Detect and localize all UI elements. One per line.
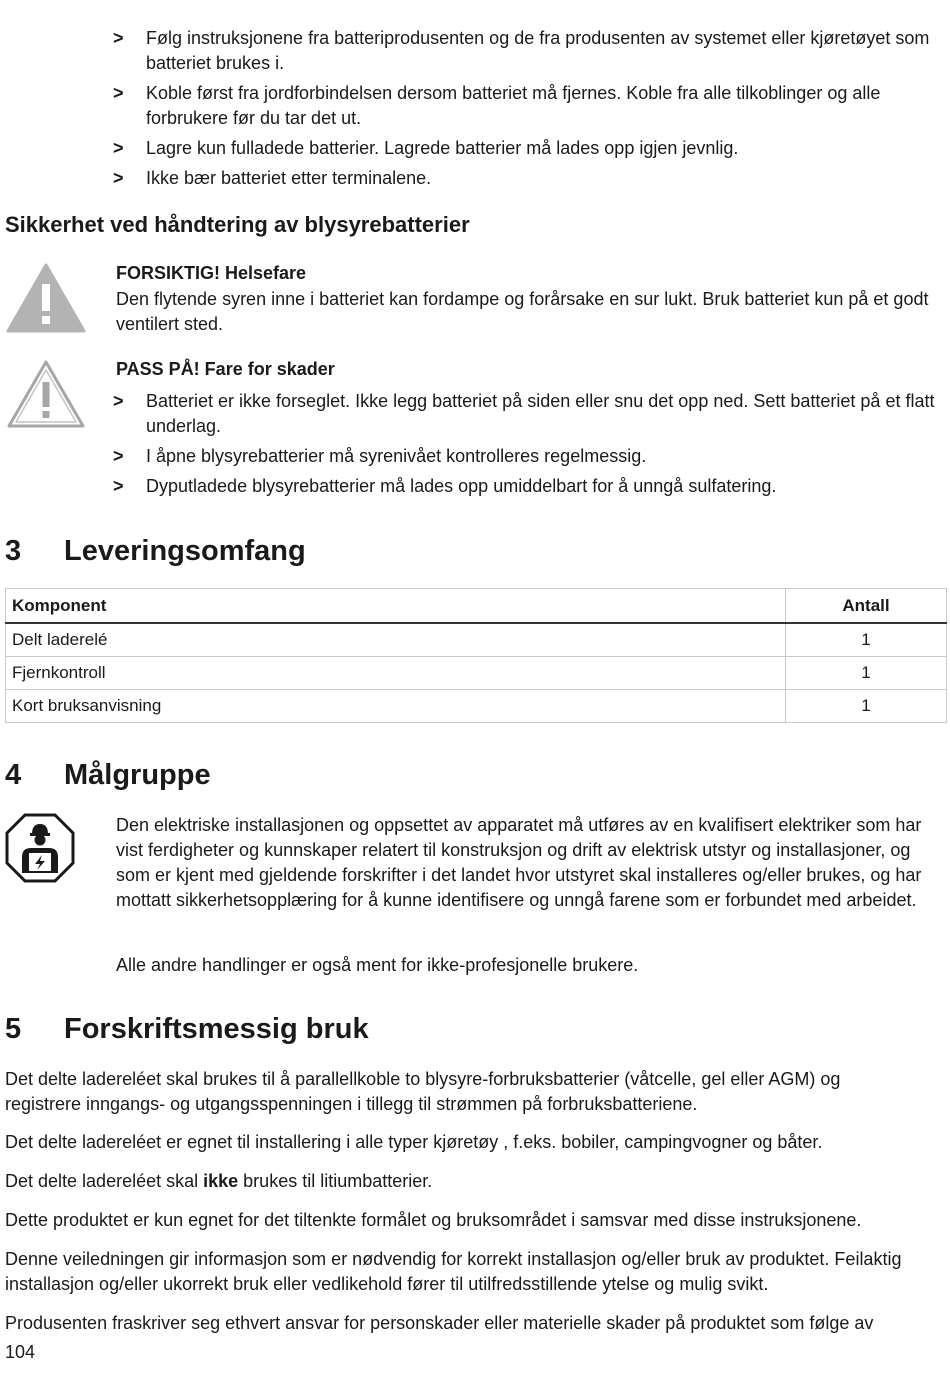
paragraph: Dette produktet er kun egnet for det tiltenkte formålet og bruksområdet i samsvar med disse instruksjonene. xyxy=(5,1210,862,1230)
bullet-marker: > xyxy=(113,83,124,103)
list-item-text: Lagre kun fulladede batterier. Lagrede batterier må lades opp igjen jevnlig. xyxy=(146,138,739,158)
table-cell: Kort bruksanvisning xyxy=(6,690,786,723)
column-header: Antall xyxy=(786,589,947,624)
column-header: Komponent xyxy=(6,589,786,624)
table-cell: Fjernkontroll xyxy=(6,657,786,690)
list-item xyxy=(113,166,943,191)
paragraph: Det delte ladereléet skal brukes til å parallellkoble to blysyre-forbruksbatterier (våtcelle, gel eller AGM) og registrere inngangs- og utgangsspenningen i tillegg til strømmen på forbruksbatteriene. xyxy=(5,1069,841,1114)
notice-title: PASS PÅ! Fare for skader xyxy=(116,359,335,379)
section-title-text: Forskriftsmessig bruk xyxy=(64,1013,369,1045)
paragraph-text: Det delte ladereléet skal xyxy=(5,1171,204,1191)
section-number: 4 xyxy=(5,759,22,791)
section-number: 5 xyxy=(5,1013,22,1045)
table-row xyxy=(6,623,947,657)
list-item xyxy=(113,26,943,75)
bullet-marker: > xyxy=(113,138,124,158)
paragraph: Den elektriske installasjonen og oppsettet av apparatet må utføres av en kvalifisert elektriker som har vist ferdigheter og kunnskaper relatert til konstruksjon og drift av elektrisk utstyr og installasjoner, og som er kjent med gjeldende forskrifter i det landet hvor utstyret skal installeres og/eller brukes, og har mottatt sikkerhetsopplæring for å kunne identifisere og unngå farene som er forbundet med arbeidet. xyxy=(116,815,922,910)
section-number: 3 xyxy=(5,535,22,567)
table-cell: 1 xyxy=(786,690,947,723)
list-item xyxy=(113,136,943,161)
list-item xyxy=(113,81,943,130)
paragraph: Produsenten fraskriver seg ethvert ansvar for personskader eller materielle skader på produktet som følge av xyxy=(5,1313,874,1333)
bullet-marker: > xyxy=(113,168,124,188)
warning-triangle-outline-icon xyxy=(5,358,87,430)
table-row xyxy=(6,657,947,690)
list-item xyxy=(113,389,943,438)
section-title xyxy=(5,535,306,568)
table-cell: 1 xyxy=(786,623,947,657)
caution-text: Den flytende syren inne i batteriet kan fordampe og forårsake en sur lukt. Bruk batteriet kun på et godt ventilert sted. xyxy=(116,289,929,334)
paragraph-text: brukes til litiumbatterier. xyxy=(238,1171,433,1191)
section-title xyxy=(5,1013,369,1046)
paragraph: Alle andre handlinger er også ment for ikke-profesjonelle brukere. xyxy=(116,955,639,975)
paragraph: Det delte ladereléet er egnet til installering i alle typer kjøretøy , f.eks. bobiler, campingvogner og båter. xyxy=(5,1132,823,1152)
caution-title: FORSIKTIG! Helsefare xyxy=(116,263,307,283)
section-title-text: Målgruppe xyxy=(64,759,211,791)
warning-triangle-filled-icon xyxy=(5,262,87,334)
paragraph xyxy=(5,1169,945,1194)
list-item xyxy=(113,474,943,499)
bullet-marker: > xyxy=(113,476,124,496)
section-title xyxy=(5,759,211,792)
section-title-text: Leveringsomfang xyxy=(64,535,306,567)
page-number: 104 xyxy=(5,1342,36,1362)
list-item-text: Følg instruksjonene fra batteriprodusenten og de fra produsenten av systemet eller kjøretøyet som batteriet brukes i. xyxy=(146,28,930,73)
qualified-electrician-icon xyxy=(5,813,75,883)
table-cell: Delt laderelé xyxy=(6,623,786,657)
list-item-text: Ikke bær batteriet etter terminalene. xyxy=(146,168,432,188)
table-header-row xyxy=(6,589,947,624)
scope-of-delivery-table xyxy=(5,588,947,723)
list-item-text: Koble først fra jordforbindelsen dersom batteriet må fjernes. Koble fra alle tilkoblinger og alle forbrukere før du tar det ut. xyxy=(146,83,881,128)
bullet-marker: > xyxy=(113,391,124,411)
list-item xyxy=(113,444,943,469)
table-cell: 1 xyxy=(786,657,947,690)
section-heading: Sikkerhet ved håndtering av blysyrebatterier xyxy=(5,212,470,237)
list-item-text: Batteriet er ikke forseglet. Ikke legg batteriet på siden eller snu det opp ned. Sett batteriet på et flatt underlag. xyxy=(146,391,935,436)
table-row xyxy=(6,690,947,723)
list-item-text: Dyputladede blysyrebatterier må lades opp umiddelbart for å unngå sulfatering. xyxy=(146,476,777,496)
emphasis-text: ikke xyxy=(203,1171,239,1191)
bullet-marker: > xyxy=(113,446,124,466)
paragraph: Denne veiledningen gir informasjon som er nødvendig for korrekt installasjon og/eller bruk av produktet. Feilaktig installasjon og/eller ukorrekt bruk eller vedlikehold fører til utilfredsstillende ytelse og mulig svikt. xyxy=(5,1249,902,1294)
list-item-text: I åpne blysyrebatterier må syrenivået kontrolleres regelmessig. xyxy=(146,446,647,466)
bullet-marker: > xyxy=(113,28,124,48)
